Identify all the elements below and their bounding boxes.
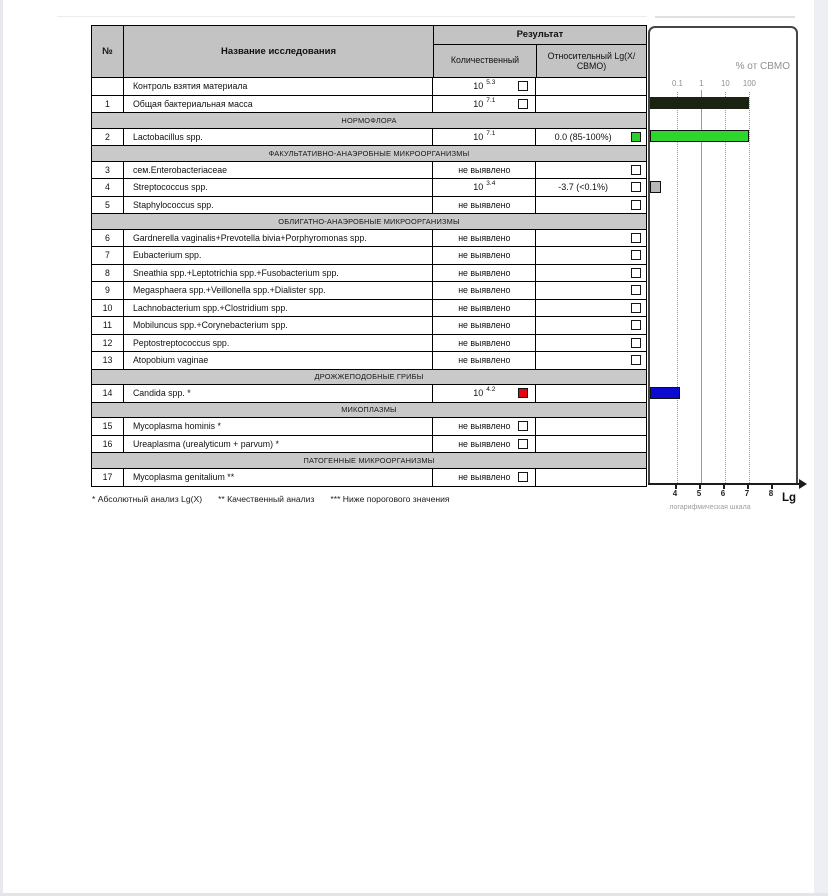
lg-tick-label: 6 [720,489,726,498]
gridline-dotted [749,92,750,483]
row-quantitative-cell [433,282,536,299]
col-header-num: № [92,26,124,77]
col-header-name: Название исследования [124,26,434,77]
result-checkbox[interactable] [518,439,528,449]
col-header-quantitative: Количественный [434,45,537,77]
table-row [92,385,646,403]
result-checkbox[interactable] [631,338,641,348]
table-row [92,247,646,265]
row-relative-cell [536,247,646,264]
row-number: 14 [92,385,124,402]
row-number: 2 [92,129,124,146]
table-row [92,300,646,318]
row-number: 6 [92,230,124,247]
row-quantitative-cell [433,129,536,146]
section-header: ПАТОГЕННЫЕ МИКРООРГАНИЗМЫ [92,453,646,469]
percent-tick-label: 10 [721,79,730,88]
row-test-name: Ureaplasma (urealyticum + parvum) * [124,436,433,453]
quant-base: 10 [473,98,484,109]
quant-exponent: 7.1 [486,129,496,137]
row-test-name: Staphylococcus spp. [124,197,433,214]
scan-shadow [57,16,647,17]
quant-base: 10 [473,182,484,193]
footnote-threshold: *** Ниже порогового значения [330,494,450,504]
quant-exponent: 4.2 [486,386,496,394]
scan-shadow [655,16,795,18]
row-relative-cell [536,300,646,317]
result-checkbox[interactable] [518,388,528,398]
quant-text: не выявлено [458,438,511,449]
footnote-absolute: * Абсолютный анализ Lg(X) [92,494,203,504]
table-row [92,129,646,147]
lg-tick-label: 7 [744,489,750,498]
table-row [92,179,646,197]
gridline-dotted [677,92,678,483]
row-test-name: сем.Enterobacteriaceae [124,162,433,179]
row-test-name: Mycoplasma genitalium ** [124,469,433,487]
quant-base: 10 [473,131,484,142]
row-relative-cell [536,78,646,95]
quant-text: не выявлено [458,164,511,175]
row-quantitative-cell [433,436,536,453]
table-row [92,282,646,300]
percent-tick-label: 100 [742,79,756,88]
axis-scale-note: логарифмическая шкала [669,504,751,511]
row-relative-cell [536,179,646,196]
row-relative-cell [536,282,646,299]
table-row [92,230,646,248]
row-test-name: Peptostreptococcus spp. [124,335,433,352]
row-test-name: Контроль взятия материала [124,78,433,95]
row-quantitative-cell [433,78,536,95]
quant-exponent: 7.1 [486,96,496,104]
row-quantitative-cell [433,197,536,214]
gridline-solid-1pct [701,90,702,483]
result-checkbox[interactable] [631,132,641,142]
row-test-name: Streptococcus spp. [124,179,433,196]
chart-x-axis [648,483,801,485]
result-checkbox[interactable] [518,99,528,109]
relative-value: -3.7 (<0.1%) [558,182,608,193]
row-test-name: Megasphaera spp.+Veillonella spp.+Dialister spp. [124,282,433,299]
quant-text: не выявлено [458,267,511,278]
row-test-name: Lachnobacterium spp.+Clostridium spp. [124,300,433,317]
lg-tick-label: 8 [768,489,774,498]
chart-bar-row-14 [650,387,680,399]
quant-text: не выявлено [458,250,511,261]
row-number: 16 [92,436,124,453]
result-checkbox[interactable] [518,472,528,482]
row-relative-cell [536,436,646,453]
table-body [92,78,646,486]
table-row [92,436,646,454]
gridline-dotted [725,92,726,483]
chart-bar-row-4 [650,181,661,193]
row-quantitative-cell [433,230,536,247]
row-relative-cell [536,230,646,247]
footnote-qualitative: ** Качественный анализ [218,494,315,504]
quant-text: не выявлено [458,320,511,331]
result-checkbox[interactable] [631,285,641,295]
row-number: 3 [92,162,124,179]
row-number [92,78,124,95]
col-header-relative: Относительный Lg(X/СВМО) [547,50,636,71]
result-checkbox[interactable] [631,233,641,243]
row-quantitative-cell [433,385,536,402]
result-checkbox[interactable] [631,165,641,175]
row-quantitative-cell [433,352,536,369]
row-quantitative-cell [433,179,536,196]
row-test-name: Общая бактериальная масса [124,96,433,113]
row-test-name: Mobiluncus spp.+Corynebacterium spp. [124,317,433,334]
row-test-name: Eubacterium spp. [124,247,433,264]
row-number: 11 [92,317,124,334]
chart-panel [648,26,798,484]
row-quantitative-cell [433,317,536,334]
section-header: ОБЛИГАТНО-АНАЭРОБНЫЕ МИКРООРГАНИЗМЫ [92,214,646,230]
row-test-name: Lactobacillus spp. [124,129,433,146]
chart-bar-row-1 [650,97,749,109]
table-row [92,78,646,96]
axis-lg-label: Lg [782,492,797,504]
quant-text: не выявлено [458,355,511,366]
percent-tick-label: 0.1 [671,79,683,88]
quant-text: не выявлено [458,302,511,313]
result-checkbox[interactable] [631,268,641,278]
row-test-name: Sneathia spp.+Leptotrichia spp.+Fusobacterium spp. [124,265,433,282]
row-quantitative-cell [433,96,536,113]
page-edge-left [0,0,3,896]
section-header: МИКОПЛАЗМЫ [92,403,646,419]
result-checkbox[interactable] [518,421,528,431]
row-relative-cell [536,197,646,214]
table-row [92,335,646,353]
row-quantitative-cell [433,247,536,264]
row-number: 4 [92,179,124,196]
row-relative-cell [536,469,646,487]
row-number: 7 [92,247,124,264]
table-row [92,96,646,114]
quant-exponent: 5.3 [486,79,496,87]
axis-arrow-icon [799,479,807,489]
row-number: 15 [92,418,124,435]
row-number: 5 [92,197,124,214]
row-test-name: Candida spp. * [124,385,433,402]
row-relative-cell [536,265,646,282]
row-relative-cell [536,162,646,179]
section-header: ФАКУЛЬТАТИВНО-АНАЭРОБНЫЕ МИКРООРГАНИЗМЫ [92,146,646,162]
row-relative-cell [536,385,646,402]
row-number: 1 [92,96,124,113]
quant-text: не выявлено [458,232,511,243]
table-row [92,317,646,335]
quant-text: не выявлено [458,337,511,348]
table-row [92,352,646,370]
result-checkbox[interactable] [631,250,641,260]
row-relative-cell [536,96,646,113]
result-checkbox[interactable] [631,355,641,365]
quant-exponent: 3.4 [486,180,496,188]
lg-tick-label: 5 [696,489,702,498]
quant-base: 10 [473,388,484,399]
row-quantitative-cell [433,418,536,435]
section-header: НОРМОФЛОРА [92,113,646,129]
quant-text: не выявлено [458,472,511,483]
footnotes [92,494,466,504]
result-checkbox[interactable] [631,182,641,192]
quant-text: не выявлено [458,421,511,432]
relative-value: 0.0 (85-100%) [554,131,612,142]
row-number: 8 [92,265,124,282]
row-quantitative-cell [433,469,536,487]
chart-title: % от СВМО [735,61,790,72]
row-test-name: Mycoplasma hominis * [124,418,433,435]
row-number: 10 [92,300,124,317]
result-checkbox[interactable] [631,303,641,313]
col-header-result: Результат [434,26,646,45]
table-row [92,265,646,283]
result-checkbox[interactable] [631,200,641,210]
percent-tick-label: 1 [699,79,704,88]
row-number: 17 [92,469,124,487]
result-checkbox[interactable] [518,81,528,91]
table-row [92,418,646,436]
table-row [92,162,646,180]
row-quantitative-cell [433,335,536,352]
quant-base: 10 [473,81,484,92]
row-relative-cell [536,335,646,352]
page-edge-right [814,0,828,896]
row-number: 13 [92,352,124,369]
row-quantitative-cell [433,265,536,282]
quant-text: не выявлено [458,285,511,296]
row-relative-cell [536,418,646,435]
results-table [91,25,647,487]
row-number: 9 [92,282,124,299]
section-header: ДРОЖЖЕПОДОБНЫЕ ГРИБЫ [92,370,646,386]
table-header [92,26,646,78]
row-quantitative-cell [433,162,536,179]
row-number: 12 [92,335,124,352]
row-quantitative-cell [433,300,536,317]
row-relative-cell [536,317,646,334]
row-test-name: Atopobium vaginae [124,352,433,369]
row-relative-cell [536,129,646,146]
row-relative-cell [536,352,646,369]
lg-tick-label: 4 [672,489,678,498]
result-checkbox[interactable] [631,320,641,330]
chart-bar-row-2 [650,130,749,142]
table-row [92,469,646,487]
table-row [92,197,646,215]
quant-text: не выявлено [458,199,511,210]
row-test-name: Gardnerella vaginalis+Prevotella bivia+Porphyromonas spp. [124,230,433,247]
